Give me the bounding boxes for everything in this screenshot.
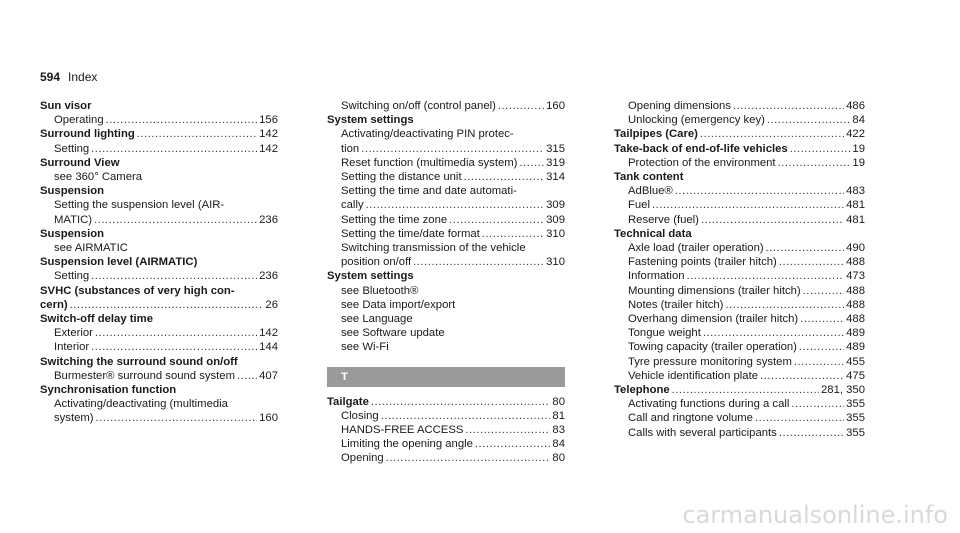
- index-row[interactable]: Setting ..... 142: [40, 142, 278, 156]
- index-row[interactable]: Operating ..... 156: [40, 113, 278, 127]
- entry-heading: Surround View: [40, 156, 120, 169]
- index-row[interactable]: Setting the time/date format ..... 310: [327, 227, 565, 241]
- page-header: [40, 70, 97, 86]
- cross-reference[interactable]: see AIRMATIC: [54, 242, 128, 255]
- index-row[interactable]: Switching on/off (control panel) ..... 160: [327, 99, 565, 113]
- index-row[interactable]: Vehicle identification plate ..... 475: [614, 369, 865, 383]
- index-row[interactable]: Surround lighting ..... 142: [40, 127, 278, 141]
- letter-section-bar: T: [327, 367, 565, 387]
- index-row[interactable]: Interior ..... 144: [40, 340, 278, 354]
- entry-heading: Suspension level (AIRMATIC): [40, 256, 198, 269]
- index-column-3: [614, 99, 865, 440]
- entry-line: Activating/deactivating PIN protec-: [341, 128, 514, 141]
- index-row[interactable]: Setting the time zone ..... 309: [327, 213, 565, 227]
- index-row[interactable]: Reset function (multimedia system) ..... 319: [327, 156, 565, 170]
- entry-heading: Switch-off delay time: [40, 313, 153, 326]
- index-row[interactable]: Take-back of end-of-life vehicles ..... 19: [614, 142, 865, 156]
- index-row[interactable]: Towing capacity (trailer operation) ..... 489: [614, 340, 865, 354]
- index-row[interactable]: position on/off ..... 310: [327, 255, 565, 269]
- index-row[interactable]: Fastening points (trailer hitch) ..... 488: [614, 255, 865, 269]
- entry-heading: Switching the surround sound on/off: [40, 355, 238, 368]
- index-row[interactable]: Call and ringtone volume ..... 355: [614, 411, 865, 425]
- index-entry: [40, 127, 278, 155]
- index-row[interactable]: Overhang dimension (trailer hitch) ..... 488: [614, 312, 865, 326]
- index-row[interactable]: tion ..... 315: [327, 142, 565, 156]
- index-row[interactable]: HANDS-FREE ACCESS ..... 83: [327, 423, 565, 437]
- index-row[interactable]: Tailpipes (Care) ..... 422: [614, 127, 865, 141]
- index-row[interactable]: Tongue weight ..... 489: [614, 326, 865, 340]
- index-row[interactable]: Exterior ..... 142: [40, 326, 278, 340]
- index-row[interactable]: Setting ..... 236: [40, 269, 278, 283]
- index-row[interactable]: cally ..... 309: [327, 198, 565, 212]
- index-entry: [40, 312, 278, 355]
- cross-reference[interactable]: see Language: [341, 313, 413, 326]
- index-row[interactable]: Protection of the environment ..... 19: [614, 156, 865, 170]
- entry-heading: System settings: [327, 114, 414, 127]
- cross-reference[interactable]: see 360° Camera: [54, 171, 143, 184]
- entry-heading: SVHC (substances of very high con-: [40, 284, 235, 297]
- index-entry: [40, 99, 278, 127]
- index-row[interactable]: Opening dimensions ..... 486: [614, 99, 865, 113]
- index-row[interactable]: Setting the distance unit ..... 314: [327, 170, 565, 184]
- index-row[interactable]: Limiting the opening angle ..... 84: [327, 437, 565, 451]
- entry-heading: Synchronisation function: [40, 384, 177, 397]
- index-row[interactable]: MATIC) ..... 236: [40, 213, 278, 227]
- section-title: Index: [68, 70, 98, 84]
- entry-line: Setting the suspension level (AIR-: [54, 199, 225, 212]
- index-row[interactable]: AdBlue® ..... 483: [614, 184, 865, 198]
- cross-reference[interactable]: see Software update: [341, 327, 445, 340]
- index-row[interactable]: Telephone ..... 281, 350: [614, 383, 865, 397]
- index-entry: [40, 383, 278, 426]
- index-column-2: [327, 99, 565, 466]
- index-row[interactable]: Fuel ..... 481: [614, 198, 865, 212]
- index-row[interactable]: system) ..... 160: [40, 411, 278, 425]
- cross-reference[interactable]: see Data import/export: [341, 298, 456, 311]
- index-row[interactable]: cern) ..... 26: [40, 298, 278, 312]
- index-entry: [40, 227, 278, 255]
- cross-reference[interactable]: see Bluetooth®: [341, 284, 419, 297]
- entry-line: Switching transmission of the vehicle: [341, 242, 526, 255]
- index-row[interactable]: Unlocking (emergency key) ..... 84: [614, 113, 865, 127]
- index-row[interactable]: Tyre pressure monitoring system ..... 455: [614, 355, 865, 369]
- entry-line: Setting the time and date automati-: [341, 185, 517, 198]
- index-row[interactable]: Information ..... 473: [614, 269, 865, 283]
- entry-heading: Technical data: [614, 227, 692, 240]
- index-row[interactable]: Notes (trailer hitch) ..... 488: [614, 298, 865, 312]
- index-row[interactable]: Tailgate ..... 80: [327, 395, 565, 409]
- index-row[interactable]: Opening ..... 80: [327, 451, 565, 465]
- index-row[interactable]: Burmester® surround sound system ..... 407: [40, 369, 278, 383]
- watermark: carmanualsonline.info: [682, 501, 948, 529]
- entry-line: Activating/deactivating (multimedia: [54, 398, 228, 411]
- entry-heading: Tank content: [614, 171, 684, 184]
- index-row[interactable]: Mounting dimensions (trailer hitch) ..... 488: [614, 284, 865, 298]
- cross-reference[interactable]: see Wi-Fi: [341, 341, 389, 354]
- index-row[interactable]: Reserve (fuel) ..... 481: [614, 213, 865, 227]
- index-entry: [40, 156, 278, 184]
- index-row[interactable]: Activating functions during a call ..... 355: [614, 397, 865, 411]
- index-row[interactable]: Closing ..... 81: [327, 409, 565, 423]
- index-row[interactable]: Axle load (trailer operation) ..... 490: [614, 241, 865, 255]
- index-row[interactable]: Calls with several participants ..... 355: [614, 426, 865, 440]
- index-column-1: [40, 99, 278, 426]
- index-entry: [40, 255, 278, 283]
- entry-heading: System settings: [327, 270, 414, 283]
- entry-heading: Suspension: [40, 185, 105, 198]
- page-number: 594: [40, 70, 61, 84]
- entry-heading: Sun visor: [40, 100, 92, 112]
- index-entry: [40, 284, 278, 312]
- index-entry: [40, 184, 278, 227]
- index-entry: [40, 355, 278, 383]
- entry-heading: Suspension: [40, 227, 105, 240]
